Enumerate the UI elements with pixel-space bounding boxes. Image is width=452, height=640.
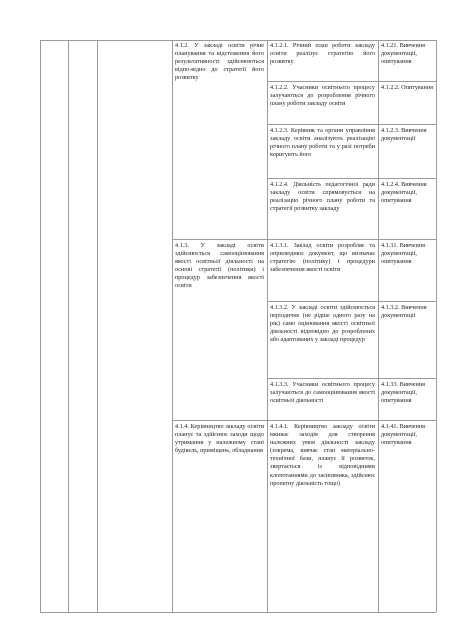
method-cell: 4.1.31. Вивчення документації, опитування (381, 242, 426, 266)
criterion-cell: 4.1.4. Керівництво закладу освіти планує та здійснює заходи щодо утримання у належному стані будівель, приміщень, обладнання (175, 423, 264, 455)
table-column-divider (172, 40, 173, 612)
indicator-cell: 4.1.2.1. Річний план роботи закладу освіти реалізує стратегію його розвитку (270, 42, 375, 66)
table-column-divider (378, 40, 379, 612)
table-column-divider (68, 40, 69, 612)
method-cell: 4.1.2.4. Вивчення документації, опитування (381, 181, 427, 205)
row-divider (267, 178, 436, 179)
table-border-right (436, 40, 437, 612)
row-divider (267, 81, 436, 82)
section-divider (172, 420, 436, 421)
indicator-cell: 4.1.3.1. Заклад освіти розробляє та оприлюднює документ, що визначає стратегію (політику) і процедури забезпечення якості освіти (270, 242, 375, 274)
method-cell: 4.1.2.2. Опитування (381, 84, 433, 91)
method-cell: 4.1.41. Вивчення документації, опитування (381, 423, 426, 447)
criterion-cell: 4.1.3. У закладі освіти здійснюється самооцінювання якості освітньої діяльності на основі стратегії (політики) і процедур забезпечення якості освіти (175, 242, 264, 290)
table-column-divider (267, 40, 268, 612)
indicator-cell: 4.1.2.3. Керівник та органи управління закладу освіти аналізують реалізацію річного плану роботи та у разі потреби коригують його (270, 127, 375, 159)
indicator-cell: 4.1.2.2. Учасники освітнього процесу залучаються до розроблення річного плану роботи закладу освіти (270, 84, 375, 108)
row-divider (267, 124, 436, 125)
indicator-cell: 4.1.4.1. Керівництво закладу освіти вживає заходів для створення належних умов діяльності закладу (зокрема, вивчає стан матеріально-технічної бази, планує її розвиток, звертається із відповідними клопотаннями до засновника, здійснює проектну діяльність тощо) (270, 423, 375, 487)
criterion-cell: 4.1.2. У закладі освіти річне планування та відстеження його результативності здійснюються відпо-відно до стратегії його розвитку (175, 42, 264, 82)
indicator-cell: 4.1.3.2. У закладі освіти здійснюється періодичне (не рідше одного разу на рік) само оцінювання якості освітньої діяльності відповідно до розроблених або адаптованих у закладі процедур (270, 304, 375, 344)
section-divider (172, 239, 436, 240)
method-cell: 4.1.2.3. Вивчення документації (381, 127, 427, 143)
table-border-left (40, 40, 41, 612)
indicator-cell: 4.1.3.3. Учасники освітнього процесу залучаються до самооцінювання якості освітньої діяльності (270, 381, 375, 405)
row-divider (267, 378, 436, 379)
method-cell: 4.1.21. Вивчення документації, опитування (381, 42, 426, 66)
indicator-cell: 4.1.2.4. Діяльність педагогічної ради закладу освіти спрямовується на реалізацію річного плану роботи та стратегії розвитку закладу (270, 181, 375, 213)
table-border-top (40, 40, 436, 41)
method-cell: 4.1.3.2. Вивчення документації (381, 304, 427, 320)
method-cell: 4.1.33. Вивчення документації, опитування (381, 381, 426, 405)
row-divider (267, 301, 436, 302)
table-column-divider (97, 40, 98, 612)
table-border-bottom (40, 612, 436, 613)
